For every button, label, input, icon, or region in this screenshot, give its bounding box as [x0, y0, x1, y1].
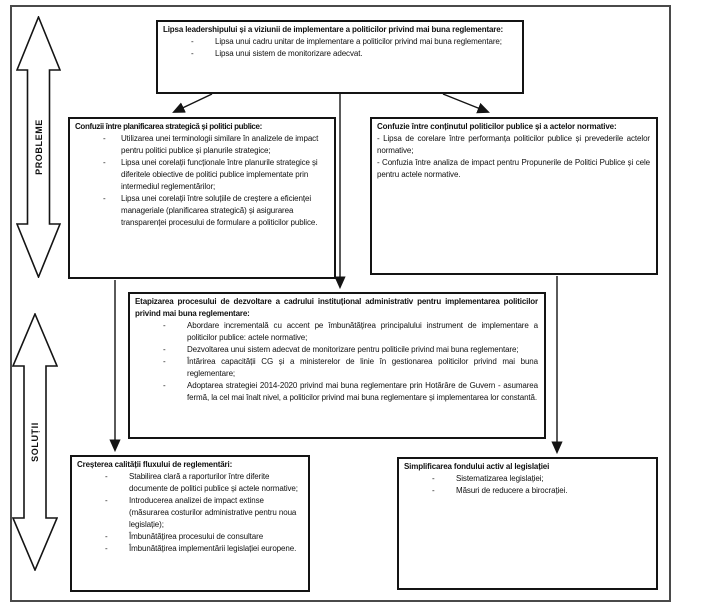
box-simplification	[397, 457, 658, 590]
list-item: - Îmbunătățirea implementării legislației europene.	[77, 543, 302, 555]
box-staging-items	[135, 320, 538, 404]
list-item: - Stabilirea clară a raporturilor între diferite documente de politici publice și actele normative;	[77, 471, 302, 495]
box-leadership	[156, 20, 524, 94]
box-staging	[128, 292, 546, 439]
box-leadership-title: Lipsa leadershipului și a viziunii de implementare a politicilor privind mai buna reglementare:	[163, 25, 504, 34]
box-flow-items	[77, 471, 302, 555]
list-item: - Dezvoltarea unui sistem adecvat de monitorizare pentru politicile privind mai buna reglementare;	[135, 344, 538, 356]
list-item: - Abordare incrementală cu accent pe îmbunătățirea principalului instrument de implementare a politicilor publice: actele normative;	[135, 320, 538, 344]
box-flow-title: Creșterea calității fluxului de reglementări:	[77, 460, 233, 469]
list-item: - Lipsa unei corelații funcționale între planurile strategice și diferitele obiective de politici publice implementate prin intermediul reglementărilor;	[75, 157, 328, 193]
box-leadership-items	[163, 36, 516, 60]
solutions-label: SOLUȚII	[30, 422, 40, 462]
box-normative-title: Confuzie între conținutul politicilor publice și a actelor normative:	[377, 122, 617, 131]
list-item: - Sistematizarea legislației;	[404, 473, 650, 485]
list-item: - Confuzia între analiza de impact pentru Propunerile de Politici Publice și cele pentru actele normative.	[377, 158, 650, 179]
box-staging-title: Etapizarea procesului de dezvoltare a cadrului instituțional administrativ pentru implementarea politicilor privind mai buna reglementare:	[135, 297, 538, 318]
list-item: - Introducerea analizei de impact extinse (măsurarea costurilor administrative pentru noua legislație);	[77, 495, 302, 531]
problems-label: PROBLEME	[34, 119, 44, 175]
list-item: - Întărirea capacității CG și a ministerelor de linie în gestionarea politicilor privind mai buna reglementare;	[135, 356, 538, 380]
box-normative-items	[377, 133, 650, 181]
list-item: - Măsuri de reducere a birocrației.	[404, 485, 650, 497]
box-strategic-confusion	[68, 117, 336, 279]
box-flow-quality	[70, 455, 310, 592]
box-simplification-title: Simplificarea fondului activ al legislației	[404, 462, 550, 471]
list-item: - Adoptarea strategiei 2014-2020 privind mai buna reglementare prin Hotărâre de Guvern - asumarea fermă, la cel mai înalt nivel, a politicilor privind mai buna reglementare și implementarea lor constantă.	[135, 380, 538, 404]
list-item: - Lipsa unei corelații între soluțiile de creștere a eficienței manageriale (planificarea strategică) și asigurarea transparenței procesului de formulare a politicilor publice.	[75, 193, 328, 229]
box-simplification-items	[404, 473, 650, 497]
box-strategic-items	[75, 133, 328, 229]
list-item: - Lipsa de corelare între performanța politicilor publice și prevederile actelor normative;	[377, 134, 650, 155]
list-item: - Utilizarea unei terminologii similare în analizele de impact pentru politici publice și planurile strategice;	[75, 133, 328, 157]
list-item: - Lipsa unui cadru unitar de implementare a politicilor privind mai buna reglementare;	[163, 36, 516, 48]
list-item: - Lipsa unui sistem de monitorizare adecvat.	[163, 48, 516, 60]
box-strategic-title: Confuzii între planificarea strategică și politici publice:	[75, 122, 262, 131]
list-item: - Îmbunătățirea procesului de consultare	[77, 531, 302, 543]
box-normative-confusion	[370, 117, 658, 275]
